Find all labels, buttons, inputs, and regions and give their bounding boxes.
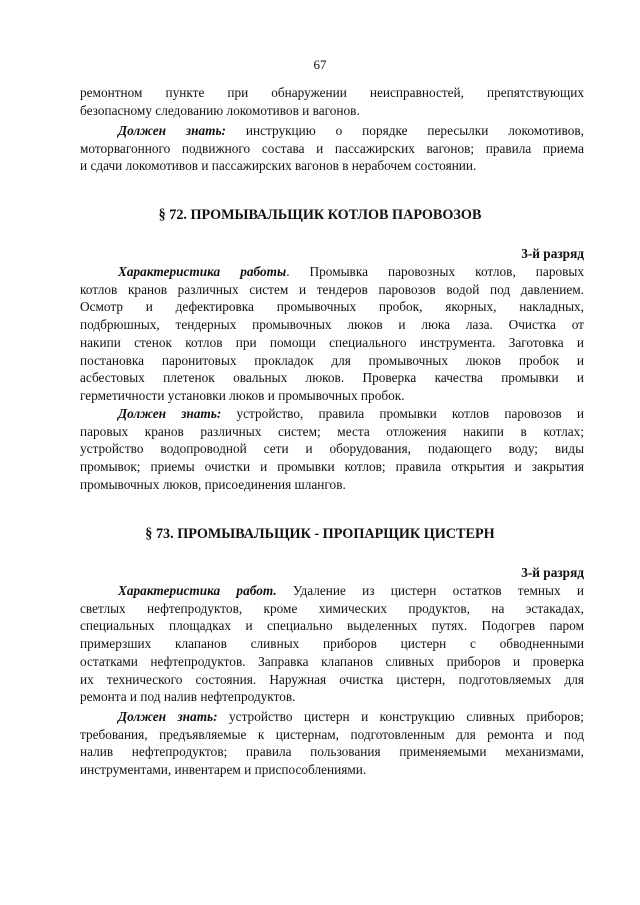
text-line: налив нефтепродуктов; правила пользования применяемыми механизмами, xyxy=(80,744,584,760)
text-line: светлых нефтепродуктов, кроме химических продуктов, на эстакадах, xyxy=(80,600,584,616)
text-line: паровых кранов различных систем; места отложения накипи в котлах; xyxy=(80,423,584,439)
text-line: устройство водопроводной сети и оборудования, подающего воду; виды xyxy=(80,441,584,457)
text-line: Должен знать: инструкцию о порядке пересылки локомотивов, xyxy=(118,123,584,138)
text-line: моторвагонного подвижного состава и пассажирских вагонов; правила приема xyxy=(80,140,584,156)
section-72-title: § 72. ПРОМЫВАЛЬЩИК КОТЛОВ ПАРОВОЗОВ xyxy=(158,207,482,223)
text-line: асбестовых плетенок овальных люков. Проверка качества промывки и xyxy=(80,370,584,386)
work-characteristics-label: Характеристика работы xyxy=(118,264,287,279)
must-know-label: Должен знать: xyxy=(118,709,218,724)
text-line: герметичности установки люков и промывочных пробок. xyxy=(80,387,405,403)
text-line: безопасному следованию локомотивов и вагонов. xyxy=(80,102,360,118)
text-line: и сдачи локомотивов и пассажирских вагонов в нерабочем состоянии. xyxy=(80,158,477,174)
must-know-label: Должен знать: xyxy=(118,123,226,138)
text-line: инструментами, инвентарем и приспособлениями. xyxy=(80,762,367,778)
work-characteristics-label: Характеристика работ. xyxy=(118,583,277,598)
text-line: специальных площадках и специально выделенных путях. Подогрев паром xyxy=(80,618,584,634)
text-line: Характеристика работ. Удаление из цистерн остатков темных и xyxy=(118,583,584,598)
text-line: ремонтном пункте при обнаружении неисправностей, препятствующих xyxy=(80,85,584,100)
must-know-label: Должен знать: xyxy=(118,406,222,421)
text-line: примерзших клапанов сливных приборов цистерн с обводненными xyxy=(80,636,584,652)
intro-must-know-paragraph xyxy=(80,122,584,175)
section-72-work-paragraph xyxy=(80,263,584,405)
section-72-must-know-paragraph xyxy=(80,405,584,494)
text-line: Должен знать: устройство цистерн и конструкцию сливных приборов; xyxy=(118,709,584,724)
text-line: котлов кранов различных систем и тендеров паровозов водой под давлением. xyxy=(80,281,584,297)
text-line: Должен знать: устройство, правила промывки котлов паровозов и xyxy=(118,406,584,421)
text-line: постановка паронитовых прокладок для промывочных люков пробок и xyxy=(80,352,584,368)
text-line: их технического состояния. Наружная очистка цистерн, подготовляемых для xyxy=(80,671,584,687)
page-number: 67 xyxy=(313,57,327,72)
section-73-must-know-paragraph xyxy=(80,708,584,779)
section-73-work-paragraph xyxy=(80,582,584,706)
text-line: Характеристика работы. Промывка паровозных котлов, паровых xyxy=(118,264,584,279)
text-line: промывочных люков, присоединения шлангов. xyxy=(80,476,346,492)
section-73-title: § 73. ПРОМЫВАЛЬЩИК - ПРОПАРЩИК ЦИСТЕРН xyxy=(145,526,495,542)
section-72-grade: 3-й разряд xyxy=(521,246,584,261)
section-73-grade: 3-й разряд xyxy=(521,565,584,580)
text-line: подбрюшных, тендерных промывочных люков и люка лаза. Очистка от xyxy=(80,317,584,333)
text-line: Осмотр и дефектировка промывочных пробок, якорных, накладных, xyxy=(80,299,584,315)
intro-paragraph xyxy=(80,84,584,119)
text-line: требования, предъявляемые к цистернам, подготовленным для ремонта и под xyxy=(80,726,584,742)
text-line: остатками нефтепродуктов. Заправка клапанов сливных приборов и проверка xyxy=(80,653,584,669)
text-line: накипи стенок котлов при помощи специального инструмента. Заготовка и xyxy=(80,334,584,350)
text-line: промывок; приемы очистки и промывки котлов; правила открытия и закрытия xyxy=(80,459,584,475)
text-line: ремонта и под налив нефтепродуктов. xyxy=(80,689,296,705)
